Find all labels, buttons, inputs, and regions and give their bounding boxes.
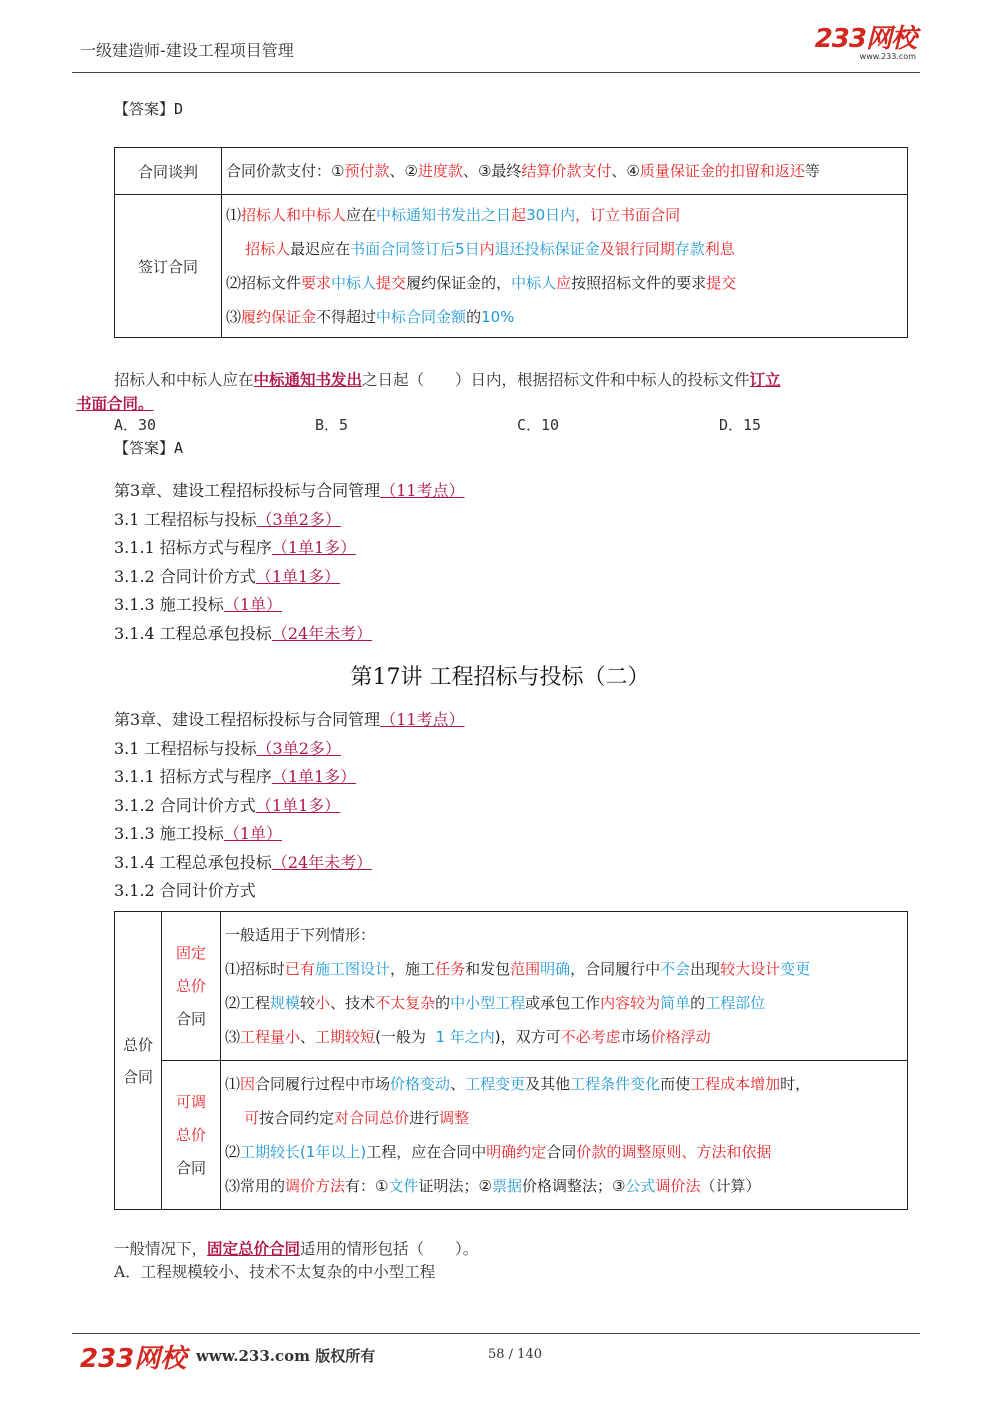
row-content	[222, 195, 908, 338]
answer-label: 【答案】A	[114, 439, 184, 457]
exam-points-tag: （1单）	[223, 595, 282, 614]
outline-text: 3.1.3 施工投标	[114, 595, 224, 614]
text-segment: 30日内	[526, 206, 576, 224]
lecture-title: 第17讲 工程招标与投标（二）	[350, 665, 650, 690]
content-line	[221, 1101, 907, 1135]
exam-points-tag: （1单1多）	[255, 795, 341, 815]
text-segment: 按合同约定	[259, 1109, 335, 1127]
category-text: 合同	[122, 1067, 153, 1086]
text-segment: 的	[435, 994, 451, 1012]
outline-item	[114, 535, 465, 564]
text-segment: 范围	[510, 960, 541, 978]
text-segment: 市场	[620, 1028, 651, 1046]
highlight-text: 中标通知书发出	[253, 370, 363, 389]
row-content	[221, 1061, 908, 1210]
text-segment: 调价方法	[285, 1177, 346, 1195]
text-segment: ，施工	[390, 960, 436, 978]
brand-logo	[815, 26, 916, 61]
text-segment: 工程成本增加	[690, 1075, 781, 1093]
text-segment: 公式	[625, 1177, 656, 1195]
text-segment: 内	[479, 240, 495, 258]
type-text: 总价	[175, 1125, 206, 1144]
text-segment: 价款的调整原则、方法和依据	[576, 1143, 772, 1161]
type-text: 合同	[175, 1158, 206, 1177]
text-segment: ⑶	[226, 308, 242, 326]
content-line	[222, 198, 907, 232]
exam-points-tag: （11考点）	[380, 710, 465, 729]
text-segment: 价格调整法；③	[521, 1177, 626, 1195]
option-c: C．10	[517, 416, 560, 434]
text-segment: 不太复杂	[375, 994, 436, 1012]
content-line	[221, 918, 907, 952]
text-segment: 一般适用于下列情形：	[225, 926, 376, 944]
outline-item	[114, 592, 465, 621]
text-segment: 工期较短	[315, 1028, 376, 1046]
table-row	[115, 195, 908, 338]
footer-copyright: www.233.com 版权所有	[196, 1347, 376, 1365]
outline-item	[114, 850, 465, 879]
text-segment: 履约保证金的，	[406, 274, 512, 292]
outline-item	[114, 564, 465, 593]
text-segment: 及银行同期	[599, 240, 675, 258]
row-label: 合同谈判	[115, 148, 222, 195]
text-segment: 任务	[435, 960, 466, 978]
type-text: 合同	[175, 1009, 206, 1028]
text-segment: 存款	[674, 240, 705, 258]
text-segment: 变更	[780, 960, 811, 978]
header-divider	[72, 72, 920, 73]
outline-text: 3.1 工程招标与投标	[114, 509, 257, 529]
text-segment: 工期较长(1年以上)	[240, 1143, 367, 1161]
text-segment: 已有	[285, 960, 316, 978]
text-segment: 明确约定	[486, 1143, 547, 1161]
type-cell	[162, 1061, 221, 1210]
text-segment: 及其他	[525, 1075, 571, 1093]
footer-divider	[72, 1333, 920, 1334]
question-text	[114, 368, 914, 390]
text-segment: 提交	[376, 274, 407, 292]
outline-item	[114, 764, 465, 793]
text-segment: 、④	[611, 162, 640, 180]
text-segment: 进行	[409, 1109, 440, 1127]
price-type-table	[114, 911, 908, 1210]
row-content	[221, 912, 908, 1061]
text-segment: 价格浮动	[650, 1028, 711, 1046]
text-segment: 小	[315, 994, 331, 1012]
text-segment: ⑵工程	[225, 994, 271, 1012]
table-row	[115, 1061, 908, 1210]
text-segment: 最迟应在	[290, 240, 351, 258]
text-segment: ⑶常用的	[225, 1177, 286, 1195]
text-segment: 因	[240, 1075, 256, 1093]
text-segment: 利息	[704, 240, 735, 258]
text-segment: 合同价款支付：①	[226, 162, 345, 180]
text-segment: 和发包	[465, 960, 511, 978]
outline-text: 3.1.2 合同计价方式	[114, 881, 256, 900]
text-segment: 规模	[270, 994, 301, 1012]
text-segment: 简单	[660, 994, 691, 1012]
text-segment: 的	[690, 994, 706, 1012]
text-segment: 中标人	[511, 274, 557, 292]
text-segment: 的	[466, 308, 482, 326]
outline-text: 第3章、建设工程招标投标与合同管理	[114, 710, 381, 729]
outline-list	[114, 478, 465, 649]
text-segment: 或承包工作	[525, 994, 601, 1012]
highlight-text: 书面合同。	[76, 394, 154, 413]
text-segment	[225, 1109, 244, 1127]
text-segment: （计算）	[700, 1177, 761, 1195]
text-segment: 中标通知书发出之日	[376, 206, 512, 224]
text-segment: 明确	[540, 960, 571, 978]
text-segment: 工程，应在合同中	[366, 1143, 487, 1161]
table-row	[115, 912, 908, 1061]
contract-table	[114, 147, 908, 338]
content-line	[222, 266, 907, 300]
outline-text: 3.1.2 合同计价方式	[114, 795, 256, 815]
text-segment: 按照招标文件的要求	[571, 274, 707, 292]
text-segment: 书面合同签订后5日	[350, 240, 480, 258]
outline-text: 3.1 工程招标与投标	[114, 738, 257, 758]
content-line	[221, 952, 907, 986]
text-segment: 招标人	[245, 240, 291, 258]
question-text	[114, 1237, 478, 1259]
text-segment: 时，	[780, 1075, 811, 1093]
text-segment: 调整	[439, 1109, 470, 1127]
text-segment: ，合同履行中	[570, 960, 661, 978]
category-text: 总价	[122, 1035, 153, 1054]
text-segment: 工程条件变化	[570, 1075, 661, 1093]
text-segment: 可	[244, 1109, 260, 1127]
text-segment: ⑴	[226, 206, 242, 224]
text-segment: (一般为	[375, 1028, 436, 1046]
outline-text: 3.1.4 工程总承包投标	[114, 852, 272, 872]
text-segment: 文件	[388, 1177, 419, 1195]
text-segment: 要求	[301, 274, 332, 292]
content-line	[222, 232, 907, 266]
text-segment: 工程部位	[705, 994, 766, 1012]
text-segment: 结算价款支付	[521, 162, 612, 180]
text-segment: 工程变更	[465, 1075, 526, 1093]
text-segment	[226, 240, 245, 258]
text-segment: ⑴招标时	[225, 960, 286, 978]
text-segment: ⑵	[225, 1143, 241, 1161]
text-segment: 退还投标保证金	[494, 240, 600, 258]
text-segment: 较	[300, 994, 316, 1012]
page-number: 58 / 140	[488, 1347, 542, 1362]
exam-points-tag: （11考点）	[380, 481, 465, 500]
logo-url: www.233.com	[859, 52, 916, 61]
text-segment: 等	[804, 162, 820, 180]
question-middle: 之日起（ ）日内，根据招标文件和中标人的投标文件	[362, 371, 750, 389]
text-segment: 、	[300, 1028, 316, 1046]
text-segment: 调价法	[655, 1177, 701, 1195]
logo-text: 233网校	[814, 24, 916, 54]
text-segment: 、②	[389, 162, 418, 180]
outline-item	[114, 507, 465, 536]
type-text: 总价	[175, 976, 206, 995]
text-segment: 招标人和中标人	[241, 206, 347, 224]
text-segment: 预付款	[344, 162, 390, 180]
outline-text: 3.1.2 合同计价方式	[114, 566, 256, 586]
content-line	[221, 1020, 907, 1054]
text-segment: 进度款	[417, 162, 463, 180]
text-segment: 票据	[491, 1177, 522, 1195]
question-prefix: 一般情况下，	[114, 1240, 208, 1258]
row-label: 签订合同	[115, 195, 222, 338]
text-segment: 较大设计	[720, 960, 781, 978]
outline-list	[114, 707, 465, 907]
exam-points-tag: （1单1多）	[255, 566, 341, 586]
text-segment: 价格变动	[390, 1075, 451, 1093]
text-segment: 应	[556, 274, 572, 292]
question-text-cont	[76, 392, 154, 414]
outline-item	[114, 478, 465, 507]
text-segment: 1 年之内	[435, 1028, 495, 1046]
exam-points-tag: （3单2多）	[256, 738, 341, 758]
type-text: 固定	[175, 943, 206, 962]
exam-points-tag: （1单1多）	[271, 538, 357, 557]
outline-text: 3.1.1 招标方式与程序	[114, 767, 272, 786]
text-segment: 出现	[690, 960, 721, 978]
text-segment: 质量保证金的扣留和返还	[639, 162, 805, 180]
exam-points-tag: （24年未考）	[271, 623, 373, 643]
text-segment: 提交	[706, 274, 737, 292]
text-segment: 、③最终	[462, 162, 522, 180]
content-line	[222, 300, 907, 334]
text-segment: 中标合同金额	[376, 308, 467, 326]
type-cell	[162, 912, 221, 1061]
content-line	[221, 1169, 907, 1203]
option-b: B．5	[315, 416, 349, 434]
text-segment: 合同	[546, 1143, 577, 1161]
text-segment: 合同履行过程中市场	[255, 1075, 391, 1093]
text-segment: 不会	[660, 960, 691, 978]
option-a: A．30	[114, 416, 157, 434]
document-header-title: 一级建造师-建设工程项目管理	[80, 41, 294, 60]
exam-points-tag: （3单2多）	[256, 509, 341, 529]
outline-text: 3.1.4 工程总承包投标	[114, 623, 272, 643]
outline-item	[114, 821, 465, 850]
highlight-text: 订立	[749, 370, 781, 389]
text-segment: ⑶	[225, 1028, 241, 1046]
outline-text: 3.1.1 招标方式与程序	[114, 538, 272, 557]
footer-logo: 233网校	[80, 1344, 187, 1374]
text-segment: 不必考虑	[560, 1028, 621, 1046]
text-segment: 中标人	[331, 274, 377, 292]
text-segment: 施工图设计	[315, 960, 391, 978]
text-segment: 有：①	[345, 1177, 389, 1195]
option-d: D．15	[719, 416, 762, 434]
text-segment: 对合同总价	[334, 1109, 410, 1127]
category-cell	[115, 912, 162, 1210]
text-segment: 10%	[481, 308, 515, 326]
exam-points-tag: （1单）	[223, 824, 282, 843]
text-segment: 内容较为	[600, 994, 661, 1012]
text-segment: 、技术	[330, 994, 376, 1012]
outline-item	[114, 736, 465, 765]
exam-points-tag: （1单1多）	[271, 767, 357, 786]
text-segment: 中小型工程	[450, 994, 526, 1012]
outline-item	[114, 878, 465, 907]
outline-text: 第3章、建设工程招标投标与合同管理	[114, 481, 381, 500]
question-prefix: 招标人和中标人应在	[114, 371, 254, 389]
content-line	[221, 1135, 907, 1169]
outline-text: 3.1.3 施工投标	[114, 824, 224, 843]
text-segment: 起	[511, 206, 527, 224]
text-segment: 不得超过	[316, 308, 377, 326]
content-line	[221, 986, 907, 1020]
answer-label: 【答案】D	[114, 100, 184, 118]
text-segment: ⑴	[225, 1075, 241, 1093]
text-segment: ，订立书面合同	[575, 206, 681, 224]
text-segment: )，双方可	[494, 1028, 561, 1046]
text-segment: 履约保证金	[241, 308, 317, 326]
table-row	[115, 148, 908, 195]
text-segment: 工程量小	[240, 1028, 301, 1046]
highlight-text: 固定总价合同	[207, 1239, 301, 1258]
outline-item	[114, 793, 465, 822]
type-text: 可调	[175, 1092, 206, 1111]
option-a: A．工程规模较小、技术不太复杂的中小型工程	[114, 1263, 436, 1281]
content-line	[221, 1067, 907, 1101]
text-segment: 证明法；②	[418, 1177, 492, 1195]
text-segment: 、	[450, 1075, 466, 1093]
exam-points-tag: （24年未考）	[271, 852, 373, 872]
outline-item	[114, 621, 465, 650]
text-segment: 而使	[660, 1075, 691, 1093]
question-suffix: 适用的情形包括（ ）。	[300, 1240, 479, 1258]
row-content	[222, 148, 908, 195]
text-segment: ⑵招标文件	[226, 274, 302, 292]
outline-item	[114, 707, 465, 736]
text-segment: 应在	[346, 206, 377, 224]
